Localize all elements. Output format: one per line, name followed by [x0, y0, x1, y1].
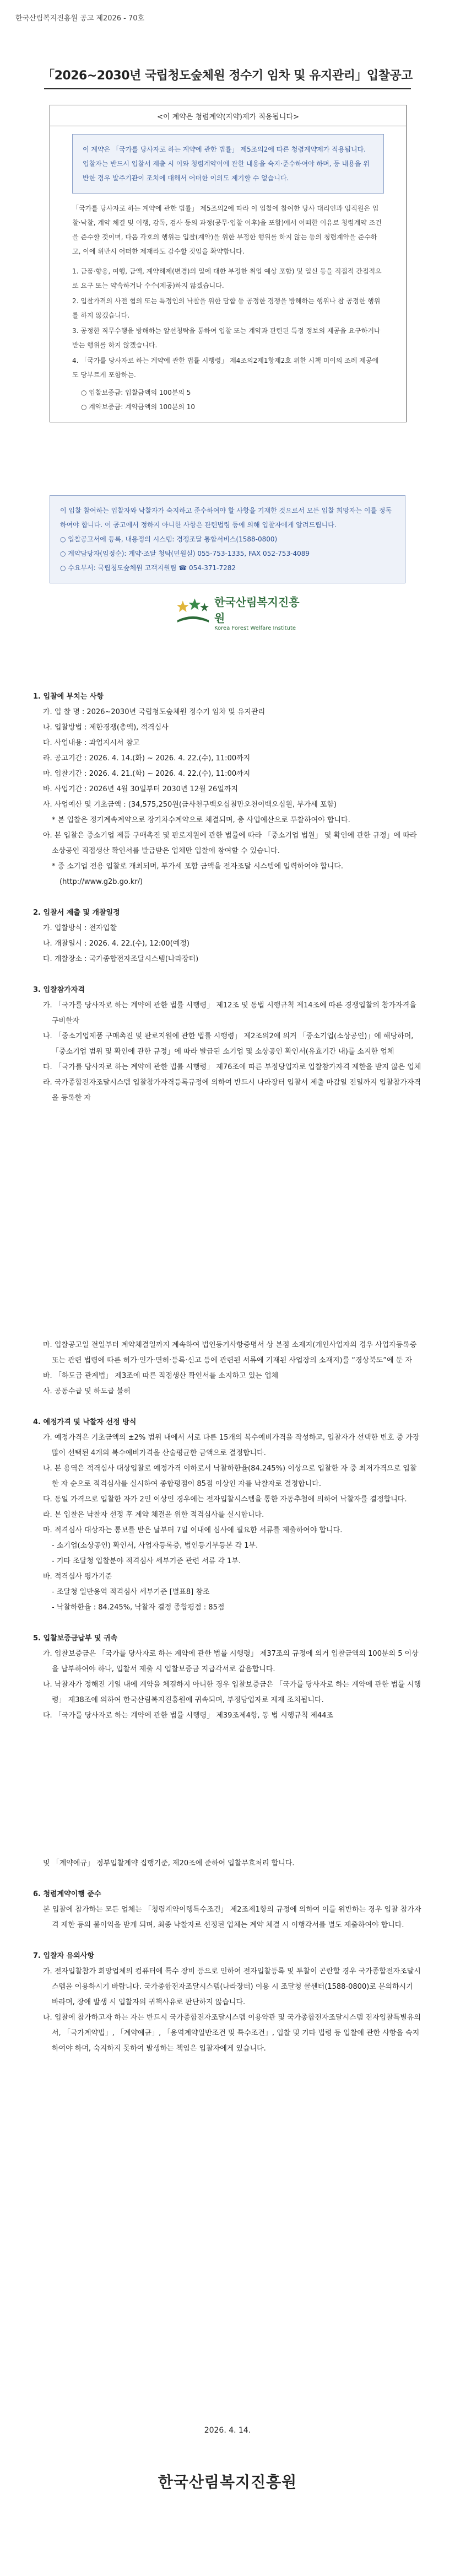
ethics-sub-items [81, 385, 384, 414]
section-item: - 소기업(소상공인) 확인서, 사업자등록증, 법인등기부등본 각 1부. [52, 1542, 258, 1550]
section-item: 사. 사업예산 및 기초금액 : (34,575,250원(금사천구백오십칠만오천이백오십원, 부가세 포함) [43, 801, 337, 809]
ethics-item: 1. 금품·향응, 여행, 금액, 계약해제(변경)의 일에 대한 부정한 취업 예상 포함) 및 일신 등을 직접적 간접적으로 요구 또는 약속하거나 수수(제공)하지 않겠습니다. [72, 267, 382, 289]
section-heading: 5. 입찰보증금납부 및 귀속 [33, 1634, 118, 1643]
section-item: 나. 입찰방법 : 제한경쟁(총액), 적격심사 [43, 723, 169, 732]
ethics-contract-box [50, 105, 407, 422]
notice-date: 2026. 4. 14. [204, 2426, 251, 2435]
section-item: 가. 예정가격은 기초금액의 ±2% 범위 내에서 서로 다른 15개의 복수예비가격을 작성하고, 입찰자가 선택한 번호 중 가장 많이 선택된 4개의 복수예비가격을 산술평균한 금액으로 결정합니다. [43, 1434, 420, 1457]
notice-number: 한국산림복지진흥원 공고 제2026 - 70호 [15, 14, 145, 23]
logo-name-kor: 한국산림복지진흥원 [214, 595, 300, 625]
section-item: 나. 입찰에 참가하고자 하는 자는 반드시 국가종합전자조달시스템 이용약관 및 국가종합전자조달시스템 전자입찰특별유의서, 「국가계약법」, 「계약예규」, 「용역계약일반조건 및 특수조건」, 입찰 및 기타 법령 등 입찰에 관한 사항을 숙지하여야 하며, 숙지하지 못하여 발생하는 책임은 입찰자에게 있습니다. [43, 2014, 421, 2053]
section-item: 다. 개찰장소 : 국가종합전자조달시스템(나라장터) [43, 955, 199, 963]
section-item: 라. 국가종합전자조달시스템 입찰참가자격등록규정에 의하여 반드시 나라장터 입찰서 제출 마감일 전일까지 입찰참가자격을 등록한 자 [43, 1078, 421, 1102]
section-item: 가. 「국가를 당사자로 하는 계약에 관한 법률 시행령」 제12조 및 동법 시행규칙 제14조에 따른 경쟁입찰의 참가자격을 구비한자 [43, 1001, 416, 1025]
section-item: 나. 본 용역은 적격심사 대상입찰로 예정가격 이하로서 낙찰하한율(84.245%) 이상으로 입찰한 자 중 최저가격으로 입찰한 자 순으로 적격심사를 실시하여 종합평점이 85점 이상인 자를 낙찰자로 결정합니다. [43, 1464, 417, 1488]
section-item: - 낙찰하한율 : 84.245%, 낙찰자 결정 종합평점 : 85점 [52, 1603, 225, 1612]
section-item: * 본 입찰은 정기계속계약으로 장기차수계약으로 체결되며, 총 사업예산으로 투찰하여야 합니다. [52, 816, 350, 824]
info-box [50, 495, 405, 583]
ethics-box-heading: <이 계약은 청렴계약(지약)제가 적용됩니다> [50, 105, 406, 126]
section-item: 다. 「국가를 당사자로 하는 계약에 관한 법률 시행령」 제39조제4항, 동 법 시행규칙 제44조 [43, 1711, 334, 1720]
section-item: - 기타 조달청 입찰분야 적격심사 세부기준 관련 서류 각 1부. [52, 1557, 241, 1565]
section-item: 마. 입찰공고일 전일부터 계약체결일까지 계속하여 법인등기사항증명서 상 본점 소재지(개인사업자의 경우 사업자등록증 또는 관련 법령에 따른 허가·인가·면허·등록·신고 등에 관련된 서류에 기재된 사업장의 소재지)를 “경상북도”에 둔 자 [43, 1341, 417, 1365]
notice-body [33, 689, 422, 2057]
section-item: 마. 입찰기간 : 2026. 4. 21.(화) ~ 2026. 4. 22.(수), 11:00까지 [43, 770, 251, 778]
section-item: 다. 「국가를 당사자로 하는 계약에 관한 법률 시행령」 제76조에 따른 부정당업자로 입찰참가자격 제한을 받지 않은 업체 [43, 1063, 421, 1071]
section-heading: 6. 청렴계약이행 준수 [33, 1890, 101, 1898]
section-heading: 4. 예정가격 및 낙찰자 선정 방식 [33, 1418, 137, 1426]
page-break-gap [33, 1106, 422, 1338]
section-item: 및 「계약예규」 정부입찰계약 집행기준, 제20조에 준하여 입찰무효처리 합니다. [43, 1859, 295, 1867]
section-item: 가. 입 찰 명 : 2026∼2030년 국립청도숲체원 정수기 임차 및 유지관리 [43, 708, 266, 716]
section-item: - 조달청 일반용역 적격심사 세부기준 [별표8] 참조 [52, 1588, 210, 1596]
section-item: 바. 적격심사 평가기준 [43, 1573, 112, 1581]
section-item: 가. 입찰보증금은 「국가를 당사자로 하는 계약에 관한 법률 시행령」 제37조의 규정에 의거 입찰금액의 100분의 5 이상을 납부하여야 하나, 입찰서 제출 시 입찰보증금 지급각서로 갈음합니다. [43, 1650, 419, 1673]
section-item: 가. 입찰방식 : 전자입찰 [43, 924, 117, 932]
logo-name-eng: Korea Forest Welfare Institute [214, 625, 296, 631]
section-item: 사. 공동수급 및 하도급 불허 [43, 1387, 131, 1396]
page-break-gap [33, 1724, 422, 1856]
page-title: 「2026∼2030년 국립청도숲체원 정수기 임차 및 유지관리」입찰공고 [42, 69, 413, 83]
section-item: 다. 사업내용 : 과업지시서 참고 [43, 739, 140, 747]
institute-logo [176, 590, 308, 634]
ethics-sub-item: ○ 계약보증금: 계약금액의 100분의 10 [81, 403, 196, 411]
section-item: 라. 본 입찰은 낙찰자 선정 후 계약 체결을 위한 적격심사를 실시합니다. [43, 1511, 264, 1519]
section-item: 나. 개찰일시 : 2026. 4. 22.(수), 12:00(예정) [43, 940, 189, 948]
section-item: 마. 적격심사 대상자는 통보를 받은 날부터 7일 이내에 심사에 필요한 서류를 제출하여야 합니다. [43, 1526, 343, 1534]
section-item: 나. 낙찰자가 정해진 기일 내에 계약을 체결하지 아니한 경우 입찰보증금은 「국가를 당사자로 하는 계약에 관한 법률 시행령」 제38조에 의하여 한국산림복지진흥원에 귀속되며, 부정당업자로 제재 조치됩니다. [43, 1681, 421, 1704]
section-item: * 중 소기업 전용 입찰로 개최되며, 부가세 포함 금액을 전자조달 시스템에 입력하여야 합니다.(http://www.g2b.go.kr/) [52, 862, 343, 886]
ethics-item: 2. 입찰가격의 사전 협의 또는 특정인의 낙찰을 위한 담합 등 공정한 경쟁을 방해하는 행위나 참 공정한 행위를 하지 않겠습니다. [72, 297, 381, 319]
ethics-item: 4. 「국가를 당사자로 하는 계약에 관한 법률 시행령」 제4조의2제1항제2호 위한 시책 미이의 조례 제공에도 당부르게 포함하는. [72, 357, 379, 379]
info-contact: ○ 수요부서: 국립청도숲체원 고객지원팀 ☎ 054-371-7282 [60, 564, 236, 572]
section-item: 바. 사업기간 : 2026년 4월 30일부터 2030년 12월 26일까지 [43, 785, 239, 793]
section-item: 라. 공고기간 : 2026. 4. 14.(화) ~ 2026. 4. 22.(수), 11:00까지 [43, 754, 251, 763]
section-item: 나. 「중소기업제품 구매촉진 및 판로지원에 관한 법률 시행령」 제2조의2에 의거 「중소기업(소상공인)」에 해당하며, 「중소기업 범위 및 확인에 관한 규정」에 따라 발급된 소기업 및 소상공인 확인서(유효기간 내)를 소지한 업체 [43, 1032, 414, 1056]
ethics-paragraph: 「국가를 당사자로 하는 계약에 관한 법률」 제5조의2에 따라 이 입찰에 참여한 당사 대리인과 임직원은 입찰·낙찰, 계약 체결 및 이행, 감독, 검사 등의 과정(공무·입찰 이후)을 포함)에서 어떠한 이유로 청렴계약 조건을 준수할 것이며, 다음 각호의 행위는 입찰(계약)을 위한 부정한 행위를 하지 않는 등의 청렴계약을 준수하고, 이에 위반시 어떠한 제재라도 감수할 것임을 확약합니다. [72, 205, 382, 255]
section-heading: 1. 입찰에 부치는 사항 [33, 693, 104, 701]
section-item: 바. 「하도급 관계법」 제3조에 따른 직접생산 확인서를 소지하고 있는 업체 [43, 1372, 279, 1380]
logo-stars-icon [176, 598, 210, 626]
section-heading: 7. 입찰자 유의사항 [33, 1952, 94, 1960]
issuer-name: 한국산림복지진흥원 [158, 2473, 297, 2491]
section-item: 다. 동일 가격으로 입찰한 자가 2인 이상인 경우에는 전자입찰시스템을 통한 자동추첨에 의하여 낙찰자를 결정합니다. [43, 1495, 407, 1504]
section-heading: 3. 입찰참가자격 [33, 986, 85, 994]
section-item: 본 입찰에 참가하는 모든 업체는 「청렴계약이행특수조건」 제2조제1항의 규정에 의하여 이를 위반하는 경우 입찰 참가자격 제한 등의 불이익을 받게 되며, 최종 낙찰자로 선정된 업체는 계약 체결 시 이행각서를 별도 제출하여야 합니다. [43, 1906, 421, 1929]
info-contact: ○ 계약담당자(임정순): 계약·조달 청탁(민원실) 055-753-1335, FAX 052-753-4089 [60, 550, 310, 557]
title-divider [44, 88, 411, 89]
ethics-sub-item: ○ 입찰보증금: 입찰금액의 100분의 5 [81, 389, 191, 396]
ethics-item: 3. 공정한 직무수행을 방해하는 알선청탁을 통하여 입찰 또는 계약과 관련된 특정 정보의 제공을 요구하거나 받는 행위를 하지 않겠습니다. [72, 327, 381, 349]
section-heading: 2. 입찰서 제출 및 개찰일정 [33, 909, 120, 917]
ethics-notice: 이 계약은 「국가를 당사자로 하는 계약에 관한 법률」 제5조의2에 따른 청렴계약제가 적용됩니다. 입찰자는 반드시 입찰서 제출 시 이와 청렴계약이에 관한 내용을 숙지·준수하여야 하며, 등 내용을 위반한 경우 발주기관이 조치에 대해서 어떠한 이의도 제기할 수 없습니다. [72, 134, 384, 194]
section-item: 아. 본 입찰은 중소기업 제품 구매촉진 및 판로지원에 관한 법률에 따라 「중소기업 법원」 및 확인에 관한 규정」에 따라 소상공인 직접생산 확인서를 발급받은 업체만 입찰에 참여할 수 있습니다. [43, 831, 417, 855]
info-contact: ○ 입찰공고서에 등록, 내용정의 시스템: 경쟁조달 통합서비스(1588-0800) [60, 535, 278, 543]
ethics-items [72, 264, 384, 382]
info-text: 이 입찰 참여하는 입찰자와 낙찰자가 숙지하고 준수하여야 할 사항을 기재한 것으로서 모든 입찰 희망자는 이를 정독하여야 합니다. 이 공고에서 정하지 아니한 사항은 관련법령 등에 의해 입찰자에게 알려드립니다. [60, 507, 392, 529]
section-item: 가. 전자입찰참가 희망업체의 컴퓨터에 특수 장비 등으로 인하여 전자입찰등록 및 투찰이 곤란할 경우 국가종합전자조달시스템을 이용하시기 바랍니다. 국가종합전자조달시스템(나라장터) 이용 시 조달청 콜센터(1588-0800)로 문의하시기 바라며, 장애 발생 시 입찰자의 귀책사유로 판단하지 않습니다. [43, 1967, 421, 2006]
